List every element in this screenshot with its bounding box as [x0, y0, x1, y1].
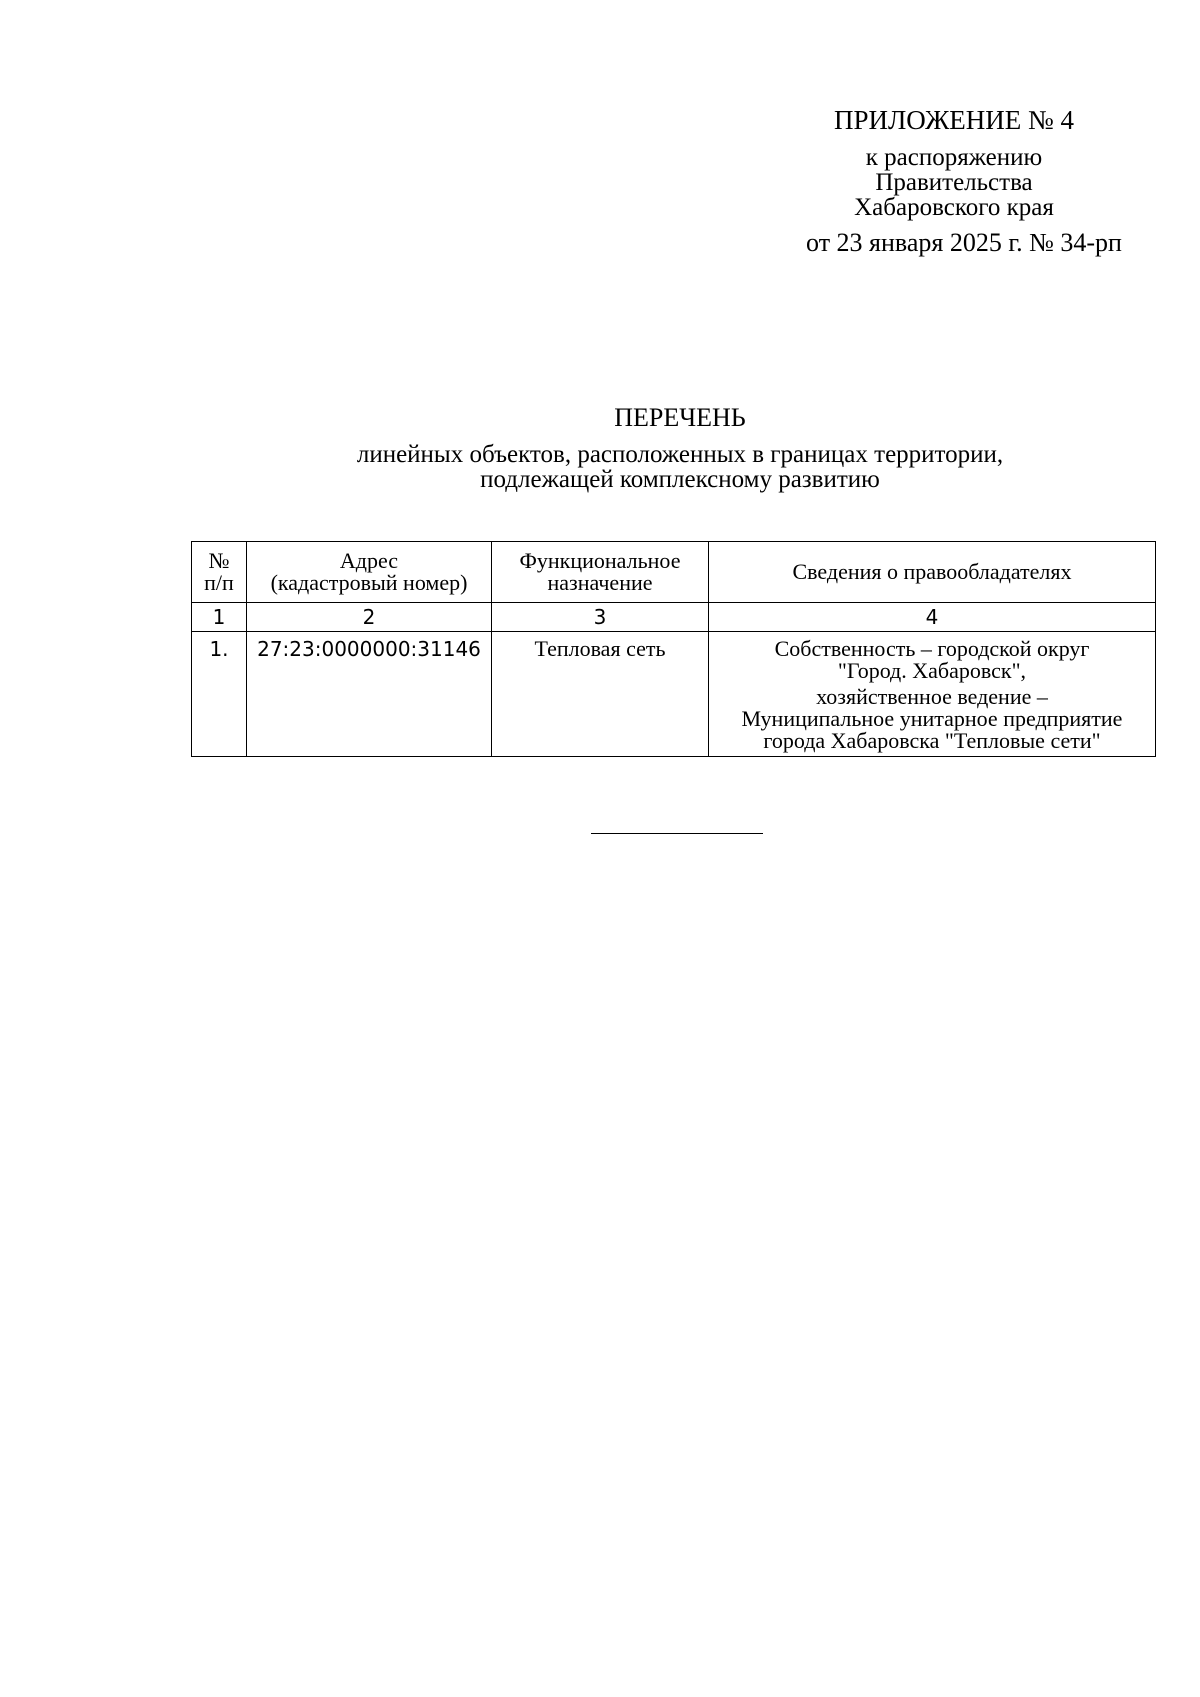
owner-line-1: Собственность – городской округ: [774, 636, 1090, 661]
column-number-3: 3: [492, 603, 709, 632]
document-subtitle: [0, 442, 1200, 492]
row-cadastral-number: 27:23:0000000:31146: [247, 632, 492, 757]
appendix-line-3: Хабаровского края: [854, 194, 1054, 221]
table-header-row: [192, 542, 1156, 603]
row-owners: [709, 632, 1156, 757]
appendix-block: [760, 105, 1140, 257]
column-number-2: 2: [247, 603, 492, 632]
header-purpose-line-1: Функциональное: [519, 548, 681, 573]
owner-management: [715, 686, 1149, 752]
row-number: 1.: [192, 632, 247, 757]
end-of-document-rule: [591, 833, 763, 834]
owner-line-2: "Город. Хабаровск",: [837, 658, 1027, 683]
header-owners: Сведения о правообладателях: [709, 542, 1156, 603]
document-title: ПЕРЕЧЕНЬ: [614, 403, 746, 432]
header-address-line-1: Адрес: [339, 548, 399, 573]
owner-line-3: хозяйственное ведение –: [816, 684, 1048, 709]
header-purpose: [492, 542, 709, 603]
header-number-line-1: №: [208, 548, 230, 573]
column-number-4: 4: [709, 603, 1156, 632]
owner-line-4: Муниципальное унитарное предприятие: [741, 706, 1123, 731]
objects-table: [191, 541, 1156, 757]
header-number-line-2: п/п: [204, 570, 234, 595]
header-address-line-2: (кадастровый номер): [270, 570, 468, 595]
header-number: [192, 542, 247, 603]
appendix-title: ПРИЛОЖЕНИЕ № 4: [833, 105, 1075, 135]
table-column-numbers-row: [192, 603, 1156, 632]
appendix-line-2: Правительства: [875, 169, 1033, 196]
owner-line-5: города Хабаровска "Тепловые сети": [763, 728, 1101, 753]
column-number-1: 1: [192, 603, 247, 632]
table-row: [192, 632, 1156, 757]
header-address: [247, 542, 492, 603]
header-purpose-line-2: назначение: [547, 570, 653, 595]
appendix-date: от 23 января 2025 г. № 34-рп: [806, 228, 1122, 257]
owner-ownership: [715, 638, 1149, 682]
row-purpose: Тепловая сеть: [492, 632, 709, 757]
document-subtitle-line-1: линейных объектов, расположенных в границах территории,: [356, 441, 1004, 468]
document-subtitle-line-2: подлежащей комплексному развитию: [480, 466, 880, 493]
appendix-line-1: к распоряжению: [865, 144, 1043, 171]
